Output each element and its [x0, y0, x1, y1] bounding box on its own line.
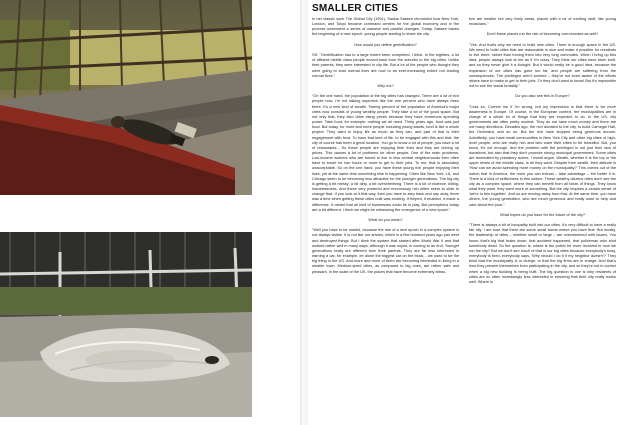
interview-question: Don't these places run the risk of becoming overcrowded as well?	[486, 32, 599, 37]
interview-question: Why not?	[377, 83, 394, 88]
page-gutter	[300, 0, 308, 425]
article-title: SMALLER CITIES	[312, 3, 399, 14]
article-paragraph: tive are smaller but very lively areas, places with a lot of exciting stuff, like young musicians."	[469, 17, 616, 27]
interview-question: Do you also see this in Europe?	[515, 94, 570, 99]
photo-bottom-image	[0, 232, 252, 417]
article-paragraph: "Well you have to be careful, because the rise of a new epoch in a complex system is not always visible. It is not like our armies, which in a few hundred years ago just went and destroyed things. But I think the system that started after World War II and that worked rather well in many ways, although it was unjust, is coming to an end. Younger generations really are different from their parents. They are far less interested in earning a car, for example, let alone the biggest car on the block... we used to be the big thing in the US. And more and more of them are becoming interested in living in a smaller town. Medium-sized cities, as compared to big ones, are rather safe and pleasant. In the scale of the US, the places that have become extremely attrac-	[312, 228, 459, 274]
photo-top-sleeping-on-bench	[0, 0, 252, 195]
interview-question: How would you define gentrification?	[354, 42, 417, 47]
article-paragraph: "Less so. Correct me if I'm wrong, but my impression is that there is far more awareness in Europe. Of course, in the European context, the municipalities are in charge of a whole lot of things that they are expected to do. In the US, city governments are often pretty modest. They do not have much money and there are not many directions. Decades ago, the rich donated to the city, to build Carnegie Hall, the Orchestra, and so on. But the rich have stopped being generous donors. Admittedly, you have small communities in New York City and other big cities of high-level people, who are really rich and who want their cities to be beautiful. But, you know, it's not enough. And the problem with the privileged is not just their lack of donations, but also that they don't promote strong municipal government. Some cities are dominated by predatory actors, I would argue. Wealth, whether it is the top or the upper levels of the middle class, is all they want. Despite their wealth, their attitude is 'How can we avoid spending more money on the municipality?' This comes out of the notion that in America, the more you can extract – take advantage – the better it is. There is a kind of selfishness in this culture. These wealthy citizens often don't see the city as a complex space, where they can benefit from all kinds of things. They know what they want, they want more of something. But the city requires a certain sense of 'we're in this together'. And so are moving away from that. At the same time, you have others, the young generation, who are much generous and really want to help and care about the poor."	[469, 104, 616, 207]
photo-top-image	[0, 0, 252, 195]
article-paragraph: "Yes. And that's why we need to build new cities. There is enough space in the US. We need to build cities that are reasonable in size and make it possible for residents to live there, rather than forcing them into very long commutes. When I bring up this idea, people always look at me as if I'm crazy. They think our cities have been built, and so they never give it a thought. But it would really be a good idea, because the expansion of our cities has gone too far, and people are suffering from the consequences. The privileged aren't worried – they're not even aware of the efforts others have to make to get to their jobs. Or they don't want to know! But it's impossible not to see the visual brutality."	[469, 42, 616, 88]
article-paragraph: SS: "Gentrification has to a large extent been completed, I think. In the eighties, a lot of affluent middle class people moved back from the suburbs to the big cities. Unlike their parents, they were interested in city life. But a lot of the people who thought they were going to lead normal lives are now to an ever-increasing extent not leading normal lives."	[312, 53, 459, 78]
interview-question: What do you mean?	[368, 218, 403, 223]
text-column-right	[469, 17, 616, 290]
text-column-left	[312, 17, 459, 280]
right-page	[308, 0, 622, 425]
left-page	[0, 0, 300, 425]
photo-bottom-covered-sleeper	[0, 232, 252, 417]
article-paragraph: "There is always a bit of inequality built into our cities. It's very difficult to have a really fair city. I am sure that there are some small towns where you have that. But mostly, the leadership of cities – whether small or large – are overwhelmed with issues. You know, that's big that brake down, that accident happened, that policeman who shot somebody dead. So the question is, where is the public be more involved in how we run the city? But we don't see much of that in our big cities because everybody's busy, everybody is tired, everybody says, 'Why should I do it if my neighbor doesn't?' They think that the municipality is in charge, or that the big firms are in charge. And that's how they present themselves from participating in the city, and so they're not in control when a big new building is being built. The big question is one is why residents of cities are so often increasingly less interested in ensuring that their city really works well. Where is	[469, 223, 616, 284]
article-paragraph: "On the one hand, the population of the big cities has changed. There are a lot of rich people now. I'm not talking superrich like the one percent who have always been there. It's a new kind of wealth. Twenty percent of the population of America's major cities now consists of young wealthy people. They take a lot of the good space. But not only that, they also drive rising prices because they have enormous spending power. Take food, for example: nothing we all need. Thirty years ago, food was just food. But today, for more and more people including young adults, food is like a whole project. They want to enjoy life as much as they can, and part of that is their engagement with food. To have that kind of life, to be engaged with this and that, the city of course has been a great location. You go to know a lot of people, you have a lot of restaurants... So these people are enjoying their lives and they are driving up prices. This causes a lot of problems for other people. One of the main problems: Low-income workers who are forced to live in less central neighborhoods then often have to travel for two hours or more to get to their jobs. To me, that is absolutely unacceptable. So on the one hand, you have these young rich people enjoying their lives, yet at the same time something else is happening. Cities like New York, LA, and Chicago seem to be becoming less attractive for the younger generations. The big city is getting a bit messy: a bit dirty, a bit overwhelming. There is a lot of violence, killing, homelessness. And these very powerful and enormously rich elites seem to slide to change that. If you look at it that way, then you have to step back and say okay, there was a time when getting these cities built was exciting. It helped, it enabled, it made a difference. It meant that all kind of businesses could be in play. But perceptions today are a bit different. I think we might be witnessing the emergence of a new epoch."	[312, 94, 459, 212]
interview-question: What hopes do you have for the future of the city?	[499, 212, 586, 217]
article-paragraph: In her classic work The Global City (1991), Saskia Sassen chronicled how New York, London, and Tokyo became command centers for the global economy and in the process underwent a series of massive and parallel changes. Today, Sassen traces the beginning of a new epoch: young people starting to leave the city.	[312, 17, 459, 37]
